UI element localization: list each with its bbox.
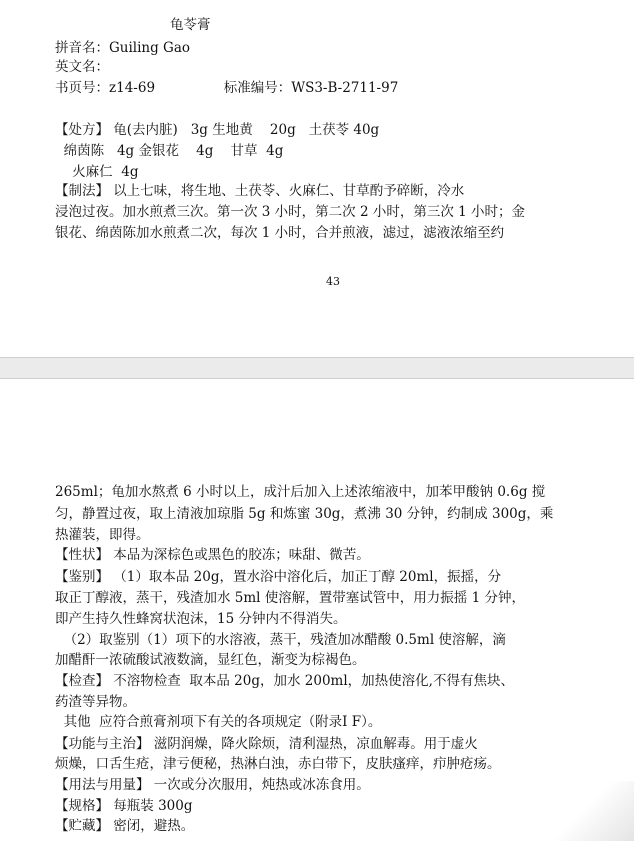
inspection-line-2: 药渣等异物。: [55, 694, 136, 710]
page-curl-shadow: [554, 781, 634, 841]
page-number: 43: [326, 275, 340, 288]
body-line-1: 265ml；龟加水熬煮 6 小时以上，成汁后加入上述浓缩液中，加苯甲酸钠 0.6g 搅: [55, 484, 546, 500]
document-page-2: [0, 379, 634, 841]
formula-line-1: 【处方】 龟(去内脏) 3g 生地黄 20g 土茯苓 40g: [55, 122, 380, 138]
document-title: 龟苓膏: [170, 17, 211, 33]
indications-line-2: 烦燥，口舌生疮，津亏便秘，热淋白浊，赤白带下，皮肤瘙痒，疖肿疮疡。: [55, 756, 501, 772]
storage-line: 【贮藏】 密闭，避热。: [55, 818, 195, 834]
english-name-line: 英文名：: [55, 59, 109, 75]
identification-line-4: （2）取鉴别（1）项下的水溶液，蒸干，残渣加冰醋酸 0.5ml 使溶解，滴: [55, 632, 506, 648]
identification-line-3: 即产生持久性蜂窝状泡沫，15 分钟内不得消失。: [55, 611, 347, 627]
formula-line-3: 火麻仁 4g: [55, 164, 139, 180]
book-page-standard-line: 书页号：z14-69 标准编号：WS3-B-2711-97: [55, 80, 399, 96]
identification-line-1: 【鉴别】 （1）取本品 20g，置水浴中溶化后，加正丁醇 20ml，振摇，分: [55, 569, 502, 585]
document-page-1: [0, 0, 634, 357]
description-line: 【性状】 本品为深棕色或黑色的胶冻；味甜、微苦。: [55, 547, 370, 563]
pinyin-name-line: 拼音名：Guiling Gao: [55, 40, 191, 56]
body-line-2: 匀，静置过夜，取上清液加琼脂 5g 和炼蜜 30g，煮沸 30 分钟，约制成 300g，乘: [55, 506, 554, 522]
preparation-line-2: 浸泡过夜。加水煎煮三次。第一次 3 小时，第二次 2 小时，第三次 1 小时；金: [55, 204, 526, 220]
identification-line-5: 加醋酐一浓硫酸试液数滴，显红色，渐变为棕褐色。: [55, 652, 366, 668]
usage-dosage-line: 【用法与用量】 一次或分次服用，炖热或冰冻食用。: [55, 777, 370, 793]
inspection-line-1: 【检查】 不溶物检查 取本品 20g，加水 200ml，加热使溶化,不得有焦块、: [55, 673, 514, 689]
body-line-3: 热灌装，即得。: [55, 527, 150, 543]
formula-line-2: 绵茵陈 4g 金银花 4g 甘草 4g: [55, 143, 284, 159]
preparation-line-1: 【制法】 以上七味，将生地、土茯苓、火麻仁、甘草酌予碎断，冷水: [55, 183, 465, 199]
identification-line-2: 取正丁醇液，蒸干，残渣加水 5ml 使溶解，置带塞试管中，用力振摇 1 分钟，: [55, 590, 525, 606]
preparation-line-3: 银花、绵茵陈加水煎煮二次，每次 1 小时，合并煎液，滤过，滤液浓缩至约: [55, 225, 505, 241]
indications-line-1: 【功能与主治】 滋阴润燥，降火除烦，清利湿热，凉血解毒。用于虚火: [55, 736, 478, 752]
page-separator: [0, 357, 634, 379]
specification-line: 【规格】 每瓶装 300g: [55, 798, 193, 814]
other-requirements-line: 其他 应符合煎膏剂项下有关的各项规定（附录Ⅰ F）。: [55, 714, 382, 730]
